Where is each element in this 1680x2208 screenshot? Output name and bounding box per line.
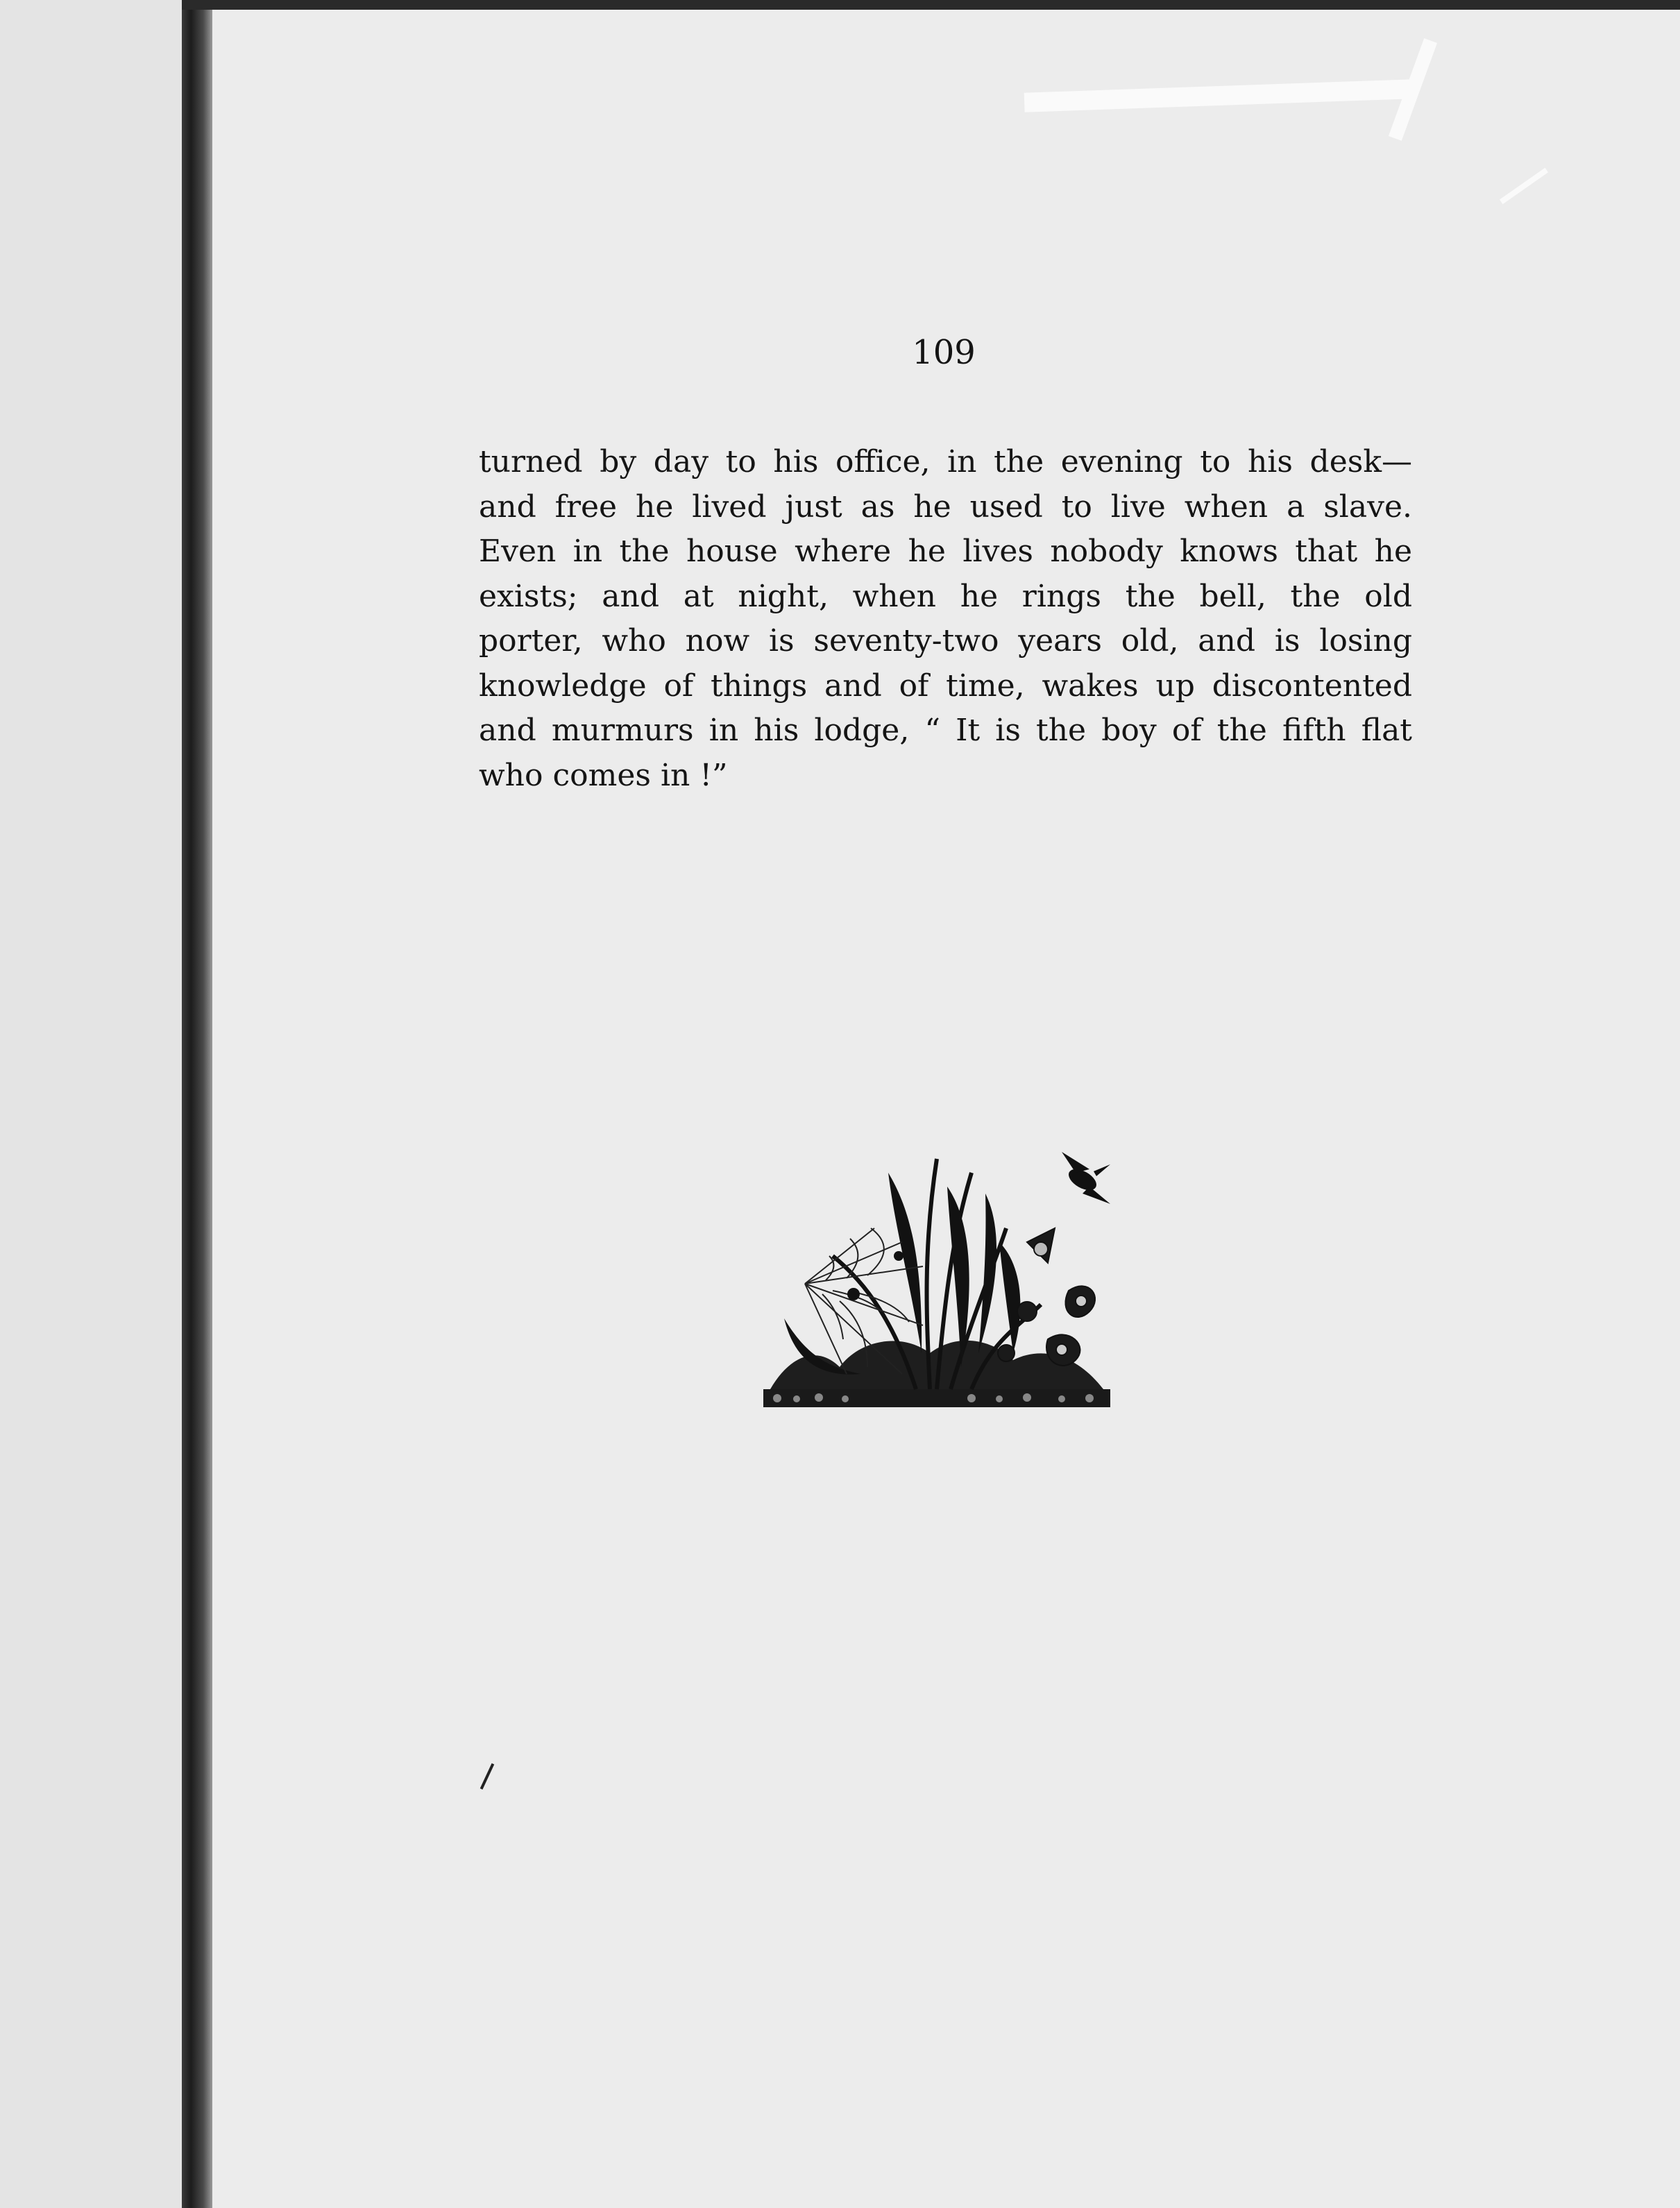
text-line: porter, who now is seventy-two years old, and is losing [479,623,1412,659]
top-edge-shadow [182,0,1680,10]
body-text [479,440,1412,798]
text-line: who comes in !” [479,757,728,793]
text-line: and free he lived just as he used to live when a slave. [479,489,1412,525]
text-line: and murmurs in his lodge, “ It is the boy of the fifth flat [479,713,1412,748]
text-line: exists; and at night, when he rings the bell, the old [479,578,1412,614]
left-page-margin [0,0,182,2208]
scan-scratch [1500,168,1548,204]
book-spine-shadow [182,0,212,2208]
text-line: knowledge of things and of time, wakes up discontented [479,668,1412,704]
page-number: 109 [912,333,976,372]
text-line: Even in the house where he lives nobody knows that he [479,534,1412,569]
scan-scratch [1024,79,1414,112]
spider-web-flowers-bird-vignette-icon [763,1145,1117,1416]
text-line: turned by day to his office, in the evening to his desk— [479,444,1412,479]
